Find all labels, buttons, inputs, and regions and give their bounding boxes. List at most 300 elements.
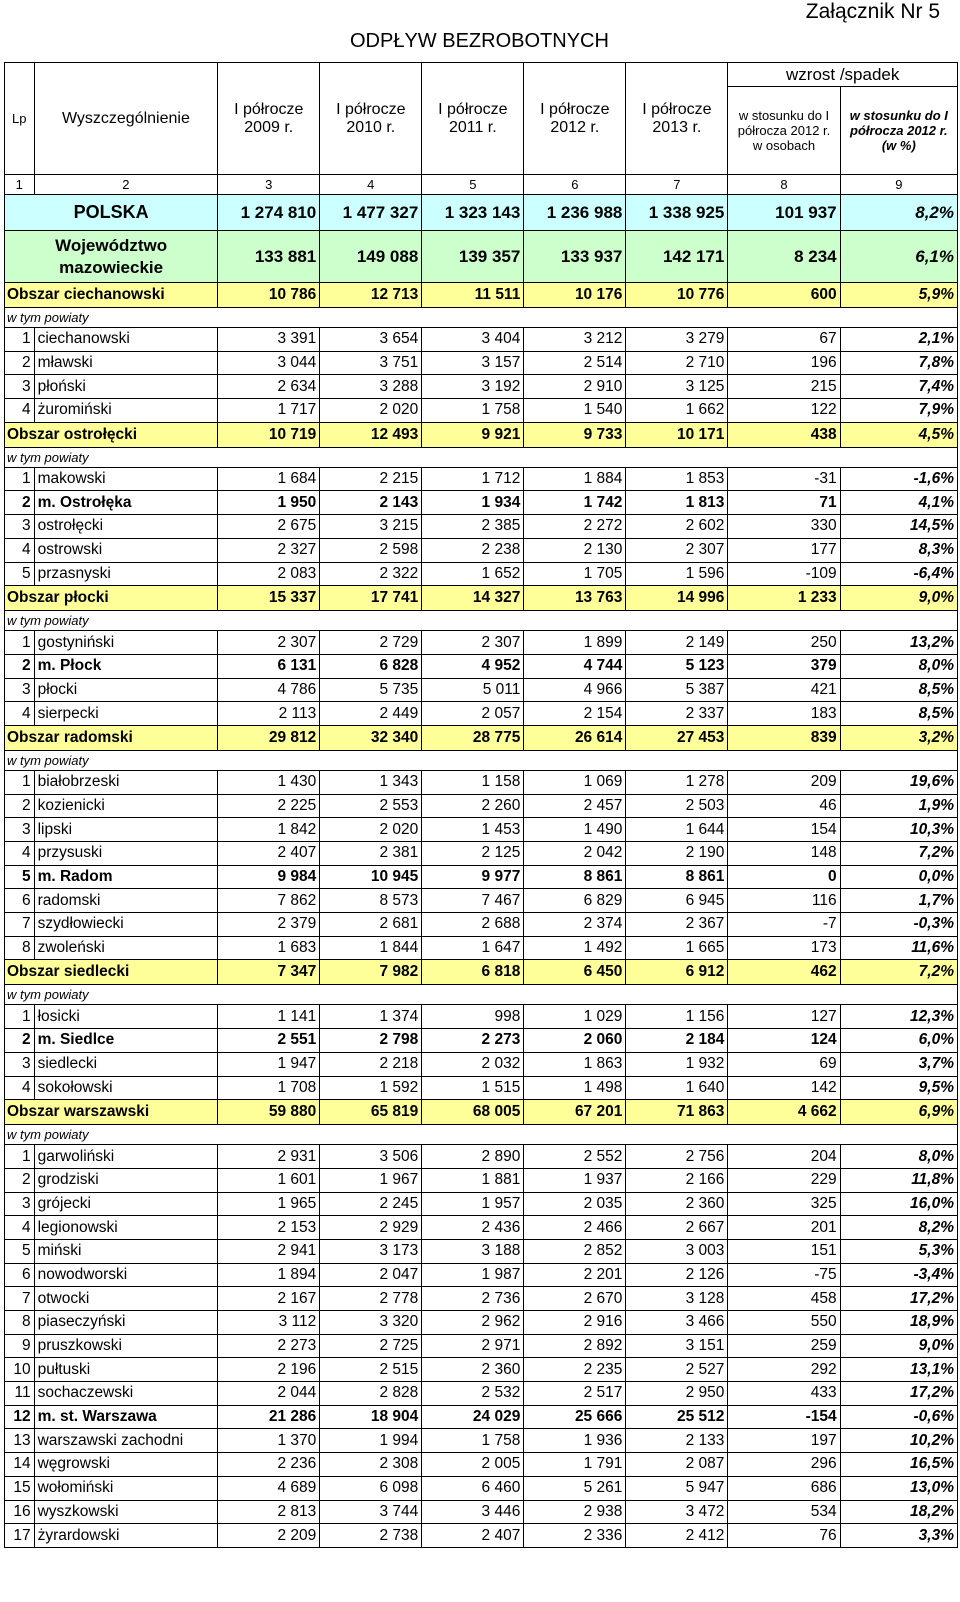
row-value: 2 060 xyxy=(524,1029,626,1053)
row-value: 2 153 xyxy=(218,1216,320,1240)
table-row xyxy=(5,1311,958,1335)
row-value: 2 910 xyxy=(524,375,626,399)
table-row xyxy=(5,422,958,447)
row-value: 2 828 xyxy=(320,1382,422,1406)
table-row xyxy=(5,631,958,655)
row-value: 2 020 xyxy=(320,818,422,842)
row-value: 25 512 xyxy=(626,1405,728,1429)
row-name: radomski xyxy=(34,889,218,913)
row-value: 2 057 xyxy=(422,702,524,726)
row-lp: 2 xyxy=(5,1029,35,1053)
row-value: 2 032 xyxy=(422,1052,524,1076)
row-value: 1 987 xyxy=(422,1263,524,1287)
row-value: 2 272 xyxy=(524,515,626,539)
row-name: ostrołęcki xyxy=(34,515,218,539)
row-value: 1 343 xyxy=(320,770,422,794)
row-pct: 16,5% xyxy=(840,1453,957,1477)
row-value: 10 786 xyxy=(218,283,320,308)
row-pct: 1,7% xyxy=(840,889,957,913)
row-name: płocki xyxy=(34,678,218,702)
row-value: 6 818 xyxy=(422,960,524,985)
row-value: 2 184 xyxy=(626,1029,728,1053)
row-value: 9 977 xyxy=(422,865,524,889)
row-name: gostyniński xyxy=(34,631,218,655)
row-lp: 3 xyxy=(5,678,35,702)
row-value: 1 853 xyxy=(626,467,728,491)
row-name: łosicki xyxy=(34,1005,218,1029)
table-row xyxy=(5,1500,958,1524)
row-value: 2 337 xyxy=(626,702,728,726)
row-value: 2 374 xyxy=(524,913,626,937)
row-value: 101 937 xyxy=(728,195,840,231)
row-value: 2 209 xyxy=(218,1524,320,1548)
row-value: 1 236 988 xyxy=(524,195,626,231)
table-row xyxy=(5,328,958,352)
column-number: 1 xyxy=(5,175,35,195)
row-name: żuromiński xyxy=(34,399,218,423)
header-2013: I półrocze 2013 r. xyxy=(626,63,728,175)
header-2010: I półrocze 2010 r. xyxy=(320,63,422,175)
row-lp: 7 xyxy=(5,913,35,937)
table-row xyxy=(5,750,958,770)
row-name: Obszar ciechanowski xyxy=(5,283,218,308)
row-pct: 9,5% xyxy=(840,1076,957,1100)
row-pct: 4,5% xyxy=(840,422,957,447)
row-lp: 5 xyxy=(5,562,35,586)
row-value: 7 862 xyxy=(218,889,320,913)
row-value: 148 xyxy=(728,842,840,866)
row-pct: 7,4% xyxy=(840,375,957,399)
row-lp: 13 xyxy=(5,1429,35,1453)
row-value: 2 166 xyxy=(626,1168,728,1192)
table-row xyxy=(5,562,958,586)
row-value: 10 176 xyxy=(524,283,626,308)
row-value: 8 861 xyxy=(626,865,728,889)
row-value: 2 950 xyxy=(626,1382,728,1406)
table-row xyxy=(5,725,958,750)
row-value: 2 154 xyxy=(524,702,626,726)
row-value: 1 684 xyxy=(218,467,320,491)
row-value: 3 391 xyxy=(218,328,320,352)
row-value: 2 218 xyxy=(320,1052,422,1076)
row-value: 1 665 xyxy=(626,936,728,960)
row-value: 2 931 xyxy=(218,1145,320,1169)
row-name: Obszar płocki xyxy=(5,586,218,611)
table-row xyxy=(5,985,958,1005)
row-value: 1 965 xyxy=(218,1192,320,1216)
row-pct: 8,5% xyxy=(840,678,957,702)
row-value: 10 945 xyxy=(320,865,422,889)
row-value: 2 515 xyxy=(320,1358,422,1382)
row-name: białobrzeski xyxy=(34,770,218,794)
header-lp: Lp xyxy=(5,63,35,175)
row-value: 1 967 xyxy=(320,1168,422,1192)
row-value: 65 819 xyxy=(320,1100,422,1125)
row-value: 550 xyxy=(728,1311,840,1335)
row-value: 10 776 xyxy=(626,283,728,308)
row-value: 421 xyxy=(728,678,840,702)
row-value: 2 598 xyxy=(320,538,422,562)
row-name: węgrowski xyxy=(34,1453,218,1477)
row-value: 142 171 xyxy=(626,231,728,283)
row-value: 330 xyxy=(728,515,840,539)
table-row xyxy=(5,1287,958,1311)
row-value: 2 307 xyxy=(422,631,524,655)
row-name: otwocki xyxy=(34,1287,218,1311)
row-value: 27 453 xyxy=(626,725,728,750)
row-name: płoński xyxy=(34,375,218,399)
table-row xyxy=(5,351,958,375)
table-row xyxy=(5,913,958,937)
row-pct: 13,0% xyxy=(840,1476,957,1500)
row-lp: 1 xyxy=(5,1005,35,1029)
row-name: sokołowski xyxy=(34,1076,218,1100)
row-value: 2 667 xyxy=(626,1216,728,1240)
row-value: 1 477 327 xyxy=(320,195,422,231)
row-pct: 8,5% xyxy=(840,702,957,726)
row-value: 2 133 xyxy=(626,1429,728,1453)
row-value: 2 307 xyxy=(218,631,320,655)
row-value: 4 786 xyxy=(218,678,320,702)
row-lp: 12 xyxy=(5,1405,35,1429)
table-row xyxy=(5,842,958,866)
row-value: 998 xyxy=(422,1005,524,1029)
row-value: 2 005 xyxy=(422,1453,524,1477)
row-lp: 1 xyxy=(5,328,35,352)
row-value: 1 994 xyxy=(320,1429,422,1453)
row-value: 2 042 xyxy=(524,842,626,866)
row-lp: 9 xyxy=(5,1334,35,1358)
row-value: 2 327 xyxy=(218,538,320,562)
row-lp: 15 xyxy=(5,1476,35,1500)
row-value: 2 215 xyxy=(320,467,422,491)
row-value: 3 215 xyxy=(320,515,422,539)
row-value: 2 130 xyxy=(524,538,626,562)
row-value: 1 712 xyxy=(422,467,524,491)
row-value: 68 005 xyxy=(422,1100,524,1125)
row-value: 2 527 xyxy=(626,1358,728,1382)
row-value: 6 945 xyxy=(626,889,728,913)
row-value: 2 167 xyxy=(218,1287,320,1311)
row-value: 5 123 xyxy=(626,654,728,678)
table-row xyxy=(5,611,958,631)
row-value: 3 446 xyxy=(422,1500,524,1524)
row-value: 71 863 xyxy=(626,1100,728,1125)
row-value: 3 744 xyxy=(320,1500,422,1524)
table-row xyxy=(5,1429,958,1453)
row-value: 12 493 xyxy=(320,422,422,447)
row-value: 2 457 xyxy=(524,794,626,818)
row-lp: 2 xyxy=(5,1168,35,1192)
row-pct: 13,1% xyxy=(840,1358,957,1382)
row-pct: 2,1% xyxy=(840,328,957,352)
row-value: 2 710 xyxy=(626,351,728,375)
row-value: 201 xyxy=(728,1216,840,1240)
row-value: 59 880 xyxy=(218,1100,320,1125)
row-name: grójecki xyxy=(34,1192,218,1216)
row-value: 2 892 xyxy=(524,1334,626,1358)
row-value: 2 449 xyxy=(320,702,422,726)
row-value: 1 453 xyxy=(422,818,524,842)
column-number: 4 xyxy=(320,175,422,195)
row-name: Obszar siedlecki xyxy=(5,960,218,985)
row-value: 250 xyxy=(728,631,840,655)
row-value: 3 466 xyxy=(626,1311,728,1335)
row-pct: 8,0% xyxy=(840,1145,957,1169)
row-value: 127 xyxy=(728,1005,840,1029)
row-pct: 3,7% xyxy=(840,1052,957,1076)
row-value: 133 881 xyxy=(218,231,320,283)
page-title: ODPŁYW BEZROBOTNYCH xyxy=(350,30,609,52)
row-value: 1 233 xyxy=(728,586,840,611)
row-lp: 3 xyxy=(5,515,35,539)
row-value: 2 273 xyxy=(422,1029,524,1053)
row-value: 4 662 xyxy=(728,1100,840,1125)
row-lp: 5 xyxy=(5,865,35,889)
row-name: POLSKA xyxy=(5,195,218,231)
row-value: 2 552 xyxy=(524,1145,626,1169)
row-value: 183 xyxy=(728,702,840,726)
row-value: 2 517 xyxy=(524,1382,626,1406)
column-number: 9 xyxy=(840,175,957,195)
table-row xyxy=(5,936,958,960)
table-row xyxy=(5,1382,958,1406)
row-value: 2 125 xyxy=(422,842,524,866)
row-value: 3 003 xyxy=(626,1239,728,1263)
row-lp: 2 xyxy=(5,491,35,515)
row-value: 5 011 xyxy=(422,678,524,702)
header-2012: I półrocze 2012 r. xyxy=(524,63,626,175)
subtitle-label: w tym powiaty xyxy=(5,308,958,328)
row-lp: 1 xyxy=(5,770,35,794)
row-value: 177 xyxy=(728,538,840,562)
row-value: 154 xyxy=(728,818,840,842)
table-row xyxy=(5,702,958,726)
row-value: 151 xyxy=(728,1239,840,1263)
row-value: 325 xyxy=(728,1192,840,1216)
row-value: 14 996 xyxy=(626,586,728,611)
row-value: 2 143 xyxy=(320,491,422,515)
row-name: nowodworski xyxy=(34,1263,218,1287)
column-number: 6 xyxy=(524,175,626,195)
row-value: 3 320 xyxy=(320,1311,422,1335)
row-value: 14 327 xyxy=(422,586,524,611)
row-value: 5 735 xyxy=(320,678,422,702)
row-value: 69 xyxy=(728,1052,840,1076)
row-value: 1 323 143 xyxy=(422,195,524,231)
row-value: 2 385 xyxy=(422,515,524,539)
row-value: 76 xyxy=(728,1524,840,1548)
row-lp: 10 xyxy=(5,1358,35,1382)
row-pct: 7,8% xyxy=(840,351,957,375)
row-value: 534 xyxy=(728,1500,840,1524)
table-row xyxy=(5,231,958,283)
row-name: m. Ostrołęka xyxy=(34,491,218,515)
row-lp: 8 xyxy=(5,936,35,960)
row-value: 3 151 xyxy=(626,1334,728,1358)
row-name: żyrardowski xyxy=(34,1524,218,1548)
row-value: 462 xyxy=(728,960,840,985)
row-value: 1 863 xyxy=(524,1052,626,1076)
row-value: 2 602 xyxy=(626,515,728,539)
row-value: 28 775 xyxy=(422,725,524,750)
row-value: 133 937 xyxy=(524,231,626,283)
row-value: 3 404 xyxy=(422,328,524,352)
row-name: makowski xyxy=(34,467,218,491)
row-name: garwoliński xyxy=(34,1145,218,1169)
row-value: 1 338 925 xyxy=(626,195,728,231)
row-value: 2 688 xyxy=(422,913,524,937)
row-value: 2 675 xyxy=(218,515,320,539)
row-value: 2 407 xyxy=(422,1524,524,1548)
row-pct: 14,5% xyxy=(840,515,957,539)
row-name: mławski xyxy=(34,351,218,375)
row-value: 3 506 xyxy=(320,1145,422,1169)
row-value: 2 047 xyxy=(320,1263,422,1287)
row-value: 71 xyxy=(728,491,840,515)
row-name: przasnyski xyxy=(34,562,218,586)
table-row xyxy=(5,1476,958,1500)
row-lp: 16 xyxy=(5,1500,35,1524)
row-value: 839 xyxy=(728,725,840,750)
row-pct: -1,6% xyxy=(840,467,957,491)
table-row xyxy=(5,1076,958,1100)
row-value: 2 634 xyxy=(218,375,320,399)
row-name: kozienicki xyxy=(34,794,218,818)
table-row xyxy=(5,960,958,985)
row-value: 2 738 xyxy=(320,1524,422,1548)
row-value: 2 778 xyxy=(320,1287,422,1311)
row-value: 292 xyxy=(728,1358,840,1382)
row-value: 2 670 xyxy=(524,1287,626,1311)
row-value: 2 273 xyxy=(218,1334,320,1358)
row-value: 2 436 xyxy=(422,1216,524,1240)
row-value: 1 515 xyxy=(422,1076,524,1100)
row-value: 1 370 xyxy=(218,1429,320,1453)
row-value: 458 xyxy=(728,1287,840,1311)
row-value: 1 683 xyxy=(218,936,320,960)
table-row xyxy=(5,770,958,794)
row-value: -109 xyxy=(728,562,840,586)
table-row xyxy=(5,1358,958,1382)
row-name: sochaczewski xyxy=(34,1382,218,1406)
row-value: 2 360 xyxy=(422,1358,524,1382)
row-value: 5 947 xyxy=(626,1476,728,1500)
subtitle-label: w tym powiaty xyxy=(5,1125,958,1145)
row-value: 3 044 xyxy=(218,351,320,375)
row-value: 3 751 xyxy=(320,351,422,375)
row-value: 142 xyxy=(728,1076,840,1100)
row-pct: 6,0% xyxy=(840,1029,957,1053)
row-name: m. Siedlce xyxy=(34,1029,218,1053)
row-lp: 11 xyxy=(5,1382,35,1406)
row-value: 1 601 xyxy=(218,1168,320,1192)
row-name: m. Radom xyxy=(34,865,218,889)
row-value: 1 717 xyxy=(218,399,320,423)
row-name: zwoleński xyxy=(34,936,218,960)
row-pct: 10,3% xyxy=(840,818,957,842)
row-value: 3 212 xyxy=(524,328,626,352)
table-row xyxy=(5,1145,958,1169)
row-value: 2 466 xyxy=(524,1216,626,1240)
row-value: 1 647 xyxy=(422,936,524,960)
row-name: Obszar warszawski xyxy=(5,1100,218,1125)
row-value: 1 884 xyxy=(524,467,626,491)
subtitle-label: w tym powiaty xyxy=(5,447,958,467)
row-pct: 8,2% xyxy=(840,195,957,231)
row-value: 67 201 xyxy=(524,1100,626,1125)
row-value: 29 812 xyxy=(218,725,320,750)
row-name: pruszkowski xyxy=(34,1334,218,1358)
table-row xyxy=(5,1192,958,1216)
row-value: 17 741 xyxy=(320,586,422,611)
table-row xyxy=(5,1453,958,1477)
table-row xyxy=(5,794,958,818)
row-pct: -3,4% xyxy=(840,1263,957,1287)
table-row xyxy=(5,195,958,231)
row-value: 2 890 xyxy=(422,1145,524,1169)
row-lp: 4 xyxy=(5,702,35,726)
row-value: 1 844 xyxy=(320,936,422,960)
row-value: 2 307 xyxy=(626,538,728,562)
row-lp: 2 xyxy=(5,794,35,818)
subtitle-label: w tym powiaty xyxy=(5,750,958,770)
row-value: 686 xyxy=(728,1476,840,1500)
table-row xyxy=(5,889,958,913)
row-pct: 8,0% xyxy=(840,654,957,678)
row-value: 2 551 xyxy=(218,1029,320,1053)
row-value: 1 430 xyxy=(218,770,320,794)
row-value: 2 941 xyxy=(218,1239,320,1263)
row-value: 2 020 xyxy=(320,399,422,423)
row-value: 2 190 xyxy=(626,842,728,866)
row-lp: 1 xyxy=(5,467,35,491)
row-value: 209 xyxy=(728,770,840,794)
row-value: 1 742 xyxy=(524,491,626,515)
row-value: 438 xyxy=(728,422,840,447)
row-value: 3 128 xyxy=(626,1287,728,1311)
row-name: pułtuski xyxy=(34,1358,218,1382)
row-value: 2 725 xyxy=(320,1334,422,1358)
row-value: 10 171 xyxy=(626,422,728,447)
row-value: 1 156 xyxy=(626,1005,728,1029)
header-2009: I półrocze 2009 r. xyxy=(218,63,320,175)
row-value: 1 758 xyxy=(422,1429,524,1453)
row-value: 8 234 xyxy=(728,231,840,283)
row-value: 1 492 xyxy=(524,936,626,960)
row-value: 2 381 xyxy=(320,842,422,866)
row-value: 1 708 xyxy=(218,1076,320,1100)
row-value: 139 357 xyxy=(422,231,524,283)
row-pct: 1,9% xyxy=(840,794,957,818)
row-value: -75 xyxy=(728,1263,840,1287)
row-value: 2 813 xyxy=(218,1500,320,1524)
table-row xyxy=(5,399,958,423)
row-lp: 4 xyxy=(5,842,35,866)
row-value: 2 938 xyxy=(524,1500,626,1524)
row-pct: 17,2% xyxy=(840,1287,957,1311)
row-lp: 7 xyxy=(5,1287,35,1311)
table-row xyxy=(5,1524,958,1548)
row-value: 259 xyxy=(728,1334,840,1358)
row-value: 6 829 xyxy=(524,889,626,913)
row-pct: 9,0% xyxy=(840,1334,957,1358)
row-pct: 8,2% xyxy=(840,1216,957,1240)
row-value: 5 261 xyxy=(524,1476,626,1500)
row-lp: 2 xyxy=(5,654,35,678)
row-lp: 4 xyxy=(5,1216,35,1240)
table-row xyxy=(5,1005,958,1029)
